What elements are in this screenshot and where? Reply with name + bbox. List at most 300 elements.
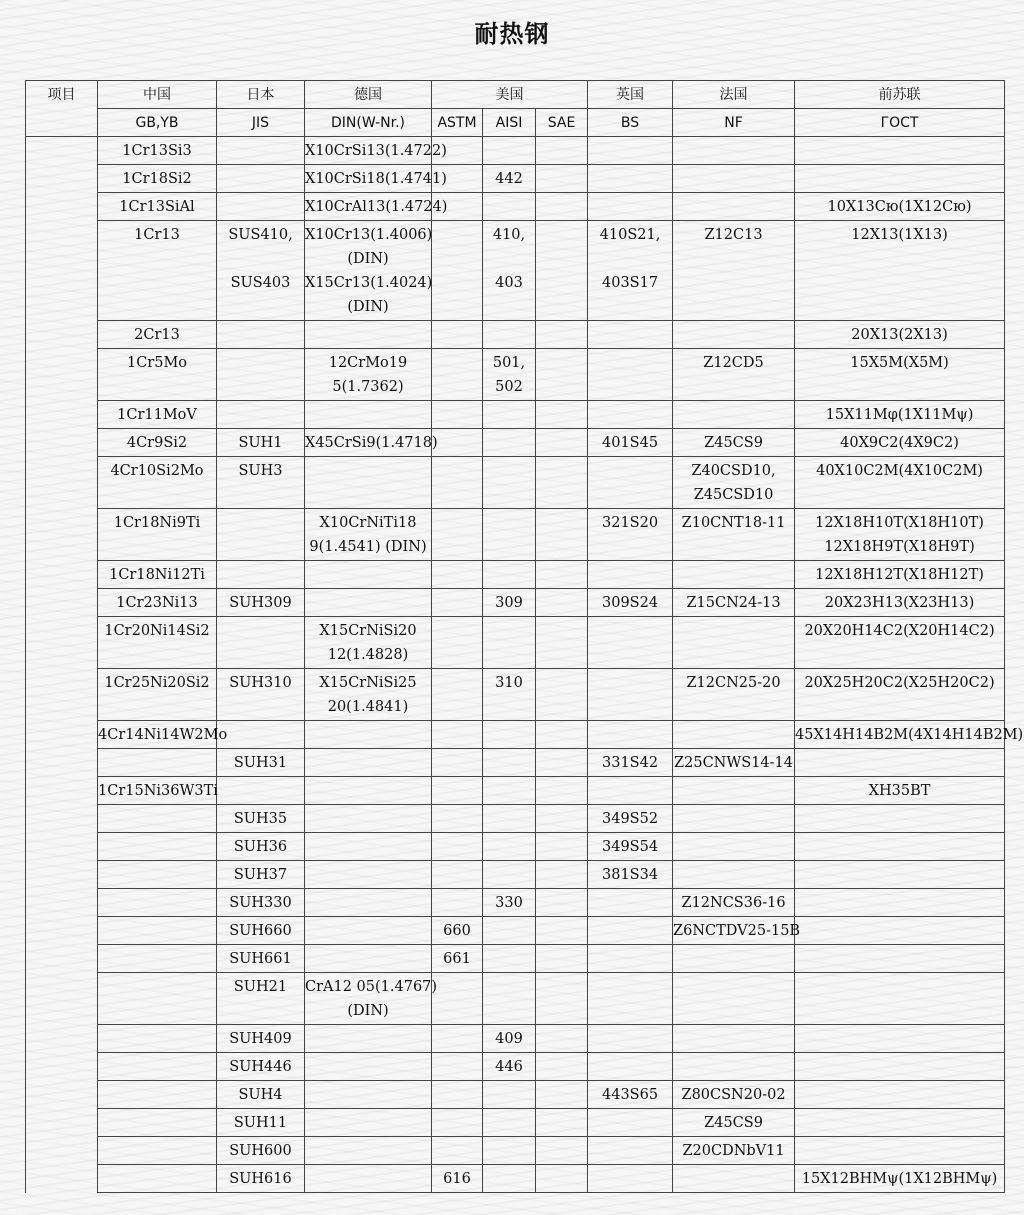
- cell-astm: [432, 777, 483, 805]
- table-row: [26, 193, 1005, 221]
- cell-sae: [536, 1025, 588, 1053]
- cell-bs: [588, 1025, 673, 1053]
- cell-text: [588, 1027, 672, 1051]
- cell-text: 660: [443, 923, 471, 939]
- cell-text: SUH661: [229, 951, 292, 967]
- cell-din: [305, 749, 432, 777]
- cell-astm: [432, 833, 483, 861]
- cell-cn: [98, 1025, 217, 1053]
- cell-jis: [217, 457, 305, 509]
- cell-din: [305, 1053, 432, 1081]
- cell-text: 1Cr13: [134, 227, 180, 243]
- cell-text: [795, 1111, 1004, 1135]
- cell-gost: [795, 165, 1005, 193]
- cell-text: [483, 139, 535, 163]
- cell-text: [483, 195, 535, 219]
- cell-text: [588, 247, 672, 271]
- cell-sae: [536, 349, 588, 401]
- cell-text: 12X18H9T(X18H9T): [824, 539, 975, 555]
- cell-text: X45CrSi9(1.4718): [305, 435, 438, 451]
- cell-text: [98, 835, 216, 859]
- cell-text: [673, 323, 794, 347]
- cell-text: 15X11Mφ(1X11Mψ): [825, 407, 974, 423]
- cell-text: [536, 671, 587, 695]
- cell-text: [432, 891, 482, 915]
- cell-text: [536, 139, 587, 163]
- cell-text: SUS410,: [228, 227, 293, 243]
- table-row: [26, 1053, 1005, 1081]
- cell-cn: [98, 457, 217, 509]
- table-row: [26, 509, 1005, 561]
- cell-text: [305, 1111, 431, 1135]
- cell-text: SUH35: [233, 811, 288, 827]
- cell-text: [588, 1055, 672, 1079]
- header-usa: 美国: [432, 81, 588, 109]
- cell-text: [483, 1083, 535, 1107]
- cell-din: [305, 617, 432, 669]
- cell-jis: [217, 429, 305, 457]
- cell-cn: [98, 1081, 217, 1109]
- cell-astm: [432, 221, 483, 321]
- cell-text: [536, 351, 587, 375]
- cell-din: [305, 889, 432, 917]
- cell-text: [588, 195, 672, 219]
- cell-gost: [795, 561, 1005, 589]
- cell-gost: [795, 833, 1005, 861]
- cell-din: [305, 777, 432, 805]
- cell-din: [305, 193, 448, 221]
- cell-cn: [98, 861, 217, 889]
- cell-text: SUH600: [229, 1143, 292, 1159]
- cell-text: [217, 323, 304, 347]
- cell-text: [483, 511, 535, 535]
- cell-sae: [536, 165, 588, 193]
- cell-text: [432, 671, 482, 695]
- cell-text: (DIN): [347, 1003, 389, 1019]
- cell-cn: [98, 509, 217, 561]
- cell-astm: [432, 1109, 483, 1137]
- table-row: [26, 1109, 1005, 1137]
- cell-text: [483, 863, 535, 887]
- cell-text: SUH1: [238, 435, 283, 451]
- cell-text: SUH21: [233, 979, 288, 995]
- cell-text: 20(1.4841): [327, 699, 409, 715]
- cell-aisi: [483, 917, 536, 945]
- cell-din: [305, 1025, 432, 1053]
- header-japan-std: JIS: [217, 109, 305, 137]
- cell-cn: [98, 1165, 217, 1193]
- cell-nf: [673, 833, 795, 861]
- cell-text: 410S21,: [599, 227, 661, 243]
- cell-text: [588, 1167, 672, 1191]
- cell-aisi: [483, 749, 536, 777]
- cell-text: [432, 323, 482, 347]
- cell-bs: [588, 861, 673, 889]
- cell-nf: [673, 457, 795, 509]
- cell-text: [432, 835, 482, 859]
- cell-text: [217, 511, 304, 535]
- cell-nf: [673, 917, 801, 945]
- cell-sae: [536, 889, 588, 917]
- cell-jis: [217, 165, 305, 193]
- cell-text: (DIN): [347, 299, 389, 315]
- cell-cn: [98, 137, 217, 165]
- cell-text: [217, 167, 304, 191]
- cell-text: [536, 1111, 587, 1135]
- cell-bs: [588, 457, 673, 509]
- cell-nf: [673, 1081, 795, 1109]
- cell-din: [305, 833, 432, 861]
- cell-text: [483, 947, 535, 971]
- cell-bs: [588, 561, 673, 589]
- cell-text: 1Cr11MoV: [117, 407, 197, 423]
- cell-text: [673, 1055, 794, 1079]
- cell-gost: [795, 917, 1005, 945]
- cell-text: [98, 807, 216, 831]
- cell-text: [588, 1111, 672, 1135]
- cell-text: [536, 751, 587, 775]
- cell-aisi: [483, 509, 536, 561]
- cell-astm: [432, 561, 483, 589]
- cell-astm: [432, 509, 483, 561]
- cell-cn: [98, 777, 217, 805]
- cell-text: [795, 1027, 1004, 1051]
- cell-astm: [432, 973, 483, 1025]
- cell-aisi: [483, 321, 536, 349]
- cell-text: [673, 1167, 794, 1191]
- cell-astm: [432, 945, 483, 973]
- cell-text: [588, 351, 672, 375]
- cell-text: [536, 223, 587, 247]
- cell-sae: [536, 973, 588, 1025]
- cell-text: 310: [495, 675, 523, 691]
- cell-bs: [588, 165, 673, 193]
- cell-nf: [673, 945, 795, 973]
- cell-gost: [795, 221, 1005, 321]
- cell-text: [536, 167, 587, 191]
- cell-din: [305, 1081, 432, 1109]
- cell-text: [536, 459, 587, 483]
- cell-text: 401S45: [602, 435, 659, 451]
- cell-astm: [432, 401, 483, 429]
- cell-nf: [673, 1053, 795, 1081]
- cell-jis: [217, 349, 305, 401]
- cell-text: [795, 807, 1004, 831]
- cell-cn: [98, 589, 217, 617]
- cell-text: [588, 139, 672, 163]
- cell-sae: [536, 945, 588, 973]
- cell-text: Z6NCTDV25-15B: [673, 923, 801, 939]
- cell-nf: [673, 137, 795, 165]
- header-item: 项目: [26, 81, 98, 137]
- cell-text: SUH660: [229, 923, 292, 939]
- cell-gost: [795, 137, 1005, 165]
- cell-text: [588, 295, 672, 319]
- cell-text: [536, 919, 587, 943]
- table-row: [26, 777, 1005, 805]
- table-row: [26, 833, 1005, 861]
- cell-cn: [98, 221, 217, 321]
- cell-text: [588, 403, 672, 427]
- cell-cn: [98, 617, 217, 669]
- cell-gost: [795, 349, 1005, 401]
- cell-jis: [217, 777, 305, 805]
- cell-text: [217, 351, 304, 375]
- cell-sae: [536, 1109, 588, 1137]
- cell-text: 1Cr5Mo: [126, 355, 188, 371]
- cell-astm: [432, 321, 483, 349]
- cell-sae: [536, 457, 588, 509]
- cell-jis: [217, 721, 305, 749]
- cell-text: 2Cr13: [134, 327, 180, 343]
- cell-bs: [588, 889, 673, 917]
- header-germany: 德国: [305, 81, 432, 109]
- cell-gost: [795, 1081, 1005, 1109]
- header-ussr: 前苏联: [795, 81, 1005, 109]
- cell-text: [795, 863, 1004, 887]
- cell-din: [305, 721, 432, 749]
- cell-nf: [673, 561, 795, 589]
- cell-bs: [588, 1053, 673, 1081]
- cell-din: [305, 945, 432, 973]
- cell-jis: [217, 669, 305, 721]
- cell-gost: [795, 861, 1005, 889]
- cell-gost: [795, 193, 1005, 221]
- cell-text: SUH4: [238, 1087, 283, 1103]
- cell-text: SUH3: [238, 463, 283, 479]
- header-sae: SAE: [536, 109, 588, 137]
- cell-sae: [536, 561, 588, 589]
- table-row: [26, 721, 1005, 749]
- cell-sae: [536, 1053, 588, 1081]
- cell-jis: [217, 509, 305, 561]
- cell-gost: [795, 509, 1005, 561]
- cell-text: 15X5M(X5M): [850, 355, 949, 371]
- cell-text: [673, 835, 794, 859]
- cell-nf: [673, 401, 795, 429]
- cell-text: [305, 863, 431, 887]
- cell-jis: [217, 193, 305, 221]
- table-row: [26, 973, 1005, 1025]
- cell-text: [483, 563, 535, 587]
- cell-text: [483, 431, 535, 455]
- cell-text: [98, 947, 216, 971]
- cell-jis: [217, 805, 305, 833]
- cell-text: [795, 919, 1004, 943]
- cell-text: [432, 403, 482, 427]
- cell-text: [795, 975, 1004, 999]
- header-china-std: GB,YB: [98, 109, 217, 137]
- cell-text: Z25CNWS14-14: [674, 755, 793, 771]
- cell-din: [305, 861, 432, 889]
- cell-text: [536, 723, 587, 747]
- cell-din: [305, 589, 432, 617]
- cell-text: [588, 167, 672, 191]
- cell-bs: [588, 917, 673, 945]
- cell-text: 1Cr20Ni14Si2: [104, 623, 210, 639]
- cell-text: [673, 403, 794, 427]
- table-row: [26, 589, 1005, 617]
- cell-nf: [673, 1137, 795, 1165]
- cell-din: [305, 669, 432, 721]
- cell-bs: [588, 137, 673, 165]
- cell-text: 1Cr25Ni20Si2: [104, 675, 210, 691]
- cell-din: [305, 917, 432, 945]
- cell-text: 661: [443, 951, 471, 967]
- cell-text: 1Cr13SiAl: [119, 199, 195, 215]
- cell-text: [217, 295, 304, 319]
- cell-aisi: [483, 1137, 536, 1165]
- cell-nf: [673, 889, 795, 917]
- page-title: 耐热钢: [474, 20, 550, 48]
- cell-text: [588, 323, 672, 347]
- cell-text: [536, 1167, 587, 1191]
- cell-din: [305, 165, 447, 193]
- cell-text: [305, 323, 431, 347]
- cell-cn: [98, 349, 217, 401]
- cell-nf: [673, 509, 795, 561]
- cell-text: 4Cr10Si2Mo: [110, 463, 204, 479]
- cell-text: [673, 779, 794, 803]
- cell-jis: [217, 889, 305, 917]
- cell-text: [588, 723, 672, 747]
- table-row: [26, 617, 1005, 669]
- cell-text: [98, 1055, 216, 1079]
- cell-bs: [588, 401, 673, 429]
- cell-text: [536, 863, 587, 887]
- table-row: [26, 1025, 1005, 1053]
- cell-text: [795, 1083, 1004, 1107]
- header-uk: 英国: [588, 81, 673, 109]
- cell-astm: [432, 1053, 483, 1081]
- table-row: [26, 917, 1005, 945]
- cell-jis: [217, 221, 305, 321]
- cell-text: [432, 563, 482, 587]
- cell-din: [305, 221, 432, 321]
- cell-sae: [536, 669, 588, 721]
- table-row: [26, 321, 1005, 349]
- cell-bs: [588, 349, 673, 401]
- cell-cn: [98, 165, 217, 193]
- cell-text: [588, 459, 672, 483]
- cell-text: [305, 751, 431, 775]
- cell-text: [305, 807, 431, 831]
- table-row: [26, 889, 1005, 917]
- cell-bs: [588, 805, 673, 833]
- cell-jis: [217, 617, 305, 669]
- table-row: [26, 401, 1005, 429]
- cell-text: [483, 723, 535, 747]
- cell-sae: [536, 833, 588, 861]
- cell-cn: [98, 561, 217, 589]
- cell-astm: [432, 589, 483, 617]
- table-row: [26, 1165, 1005, 1193]
- cell-text: [673, 619, 794, 643]
- cell-nf: [673, 221, 795, 321]
- cell-sae: [536, 917, 588, 945]
- cell-aisi: [483, 561, 536, 589]
- cell-text: 10X13Сю(1X12Сю): [827, 199, 972, 215]
- cell-sae: [536, 429, 588, 457]
- cell-din: [305, 349, 432, 401]
- cell-nf: [673, 973, 795, 1025]
- table-row: [26, 221, 1005, 321]
- cell-text: [536, 779, 587, 803]
- cell-text: 5(1.7362): [332, 379, 404, 395]
- cell-sae: [536, 321, 588, 349]
- cell-text: [432, 1055, 482, 1079]
- header-france-std: NF: [673, 109, 795, 137]
- cell-din: [305, 805, 432, 833]
- cell-text: [217, 779, 304, 803]
- cell-text: [483, 295, 535, 319]
- cell-text: [217, 247, 304, 271]
- cell-text: [795, 139, 1004, 163]
- cell-jis: [217, 1109, 305, 1137]
- cell-text: [588, 563, 672, 587]
- table-row: [26, 861, 1005, 889]
- cell-sae: [536, 1137, 588, 1165]
- cell-gost: [795, 401, 1005, 429]
- cell-cn: [98, 1053, 217, 1081]
- cell-text: [305, 919, 431, 943]
- cell-gost: [795, 1165, 1005, 1193]
- table-row: [26, 349, 1005, 401]
- cell-gost: [795, 973, 1005, 1025]
- cell-text: X10CrNiTi18: [319, 515, 417, 531]
- cell-text: [536, 1055, 587, 1079]
- cell-text: Z12NCS36-16: [681, 895, 786, 911]
- cell-text: 1Cr15Ni36W3Ti: [98, 783, 218, 799]
- cell-text: [588, 619, 672, 643]
- cell-cn: [98, 1137, 217, 1165]
- cell-gost: [795, 1137, 1005, 1165]
- cell-text: SUH31: [233, 755, 288, 771]
- cell-text: 12(1.4828): [327, 647, 409, 663]
- cell-cn: [98, 669, 217, 721]
- cell-gost: [795, 457, 1005, 509]
- cell-nf: [673, 1025, 795, 1053]
- cell-din: [305, 973, 438, 1025]
- cell-text: [217, 619, 304, 643]
- cell-sae: [536, 401, 588, 429]
- cell-text: [673, 863, 794, 887]
- cell-din: [305, 1165, 432, 1193]
- cell-text: 12X18H12T(X18H12T): [815, 567, 984, 583]
- cell-cn: [98, 193, 217, 221]
- cell-text: 1Cr18Ni12Ti: [109, 567, 205, 583]
- cell-bs: [588, 509, 673, 561]
- cell-jis: [217, 1081, 305, 1109]
- cell-text: 381S34: [602, 867, 659, 883]
- cell-text: [795, 891, 1004, 915]
- cell-text: [432, 1111, 482, 1135]
- cell-astm: [432, 749, 483, 777]
- cell-bs: [588, 1137, 673, 1165]
- table-row: [26, 561, 1005, 589]
- cell-text: 403: [495, 275, 523, 291]
- cell-text: 349S54: [602, 839, 659, 855]
- cell-text: 40X9C2(4X9C2): [840, 435, 959, 451]
- cell-jis: [217, 945, 305, 973]
- cell-aisi: [483, 617, 536, 669]
- cell-text: 1Cr23Ni13: [116, 595, 198, 611]
- cell-jis: [217, 1137, 305, 1165]
- cell-text: [536, 323, 587, 347]
- cell-text: X10Cr13(1.4006): [305, 227, 433, 243]
- cell-astm: [432, 1137, 483, 1165]
- cell-text: [588, 919, 672, 943]
